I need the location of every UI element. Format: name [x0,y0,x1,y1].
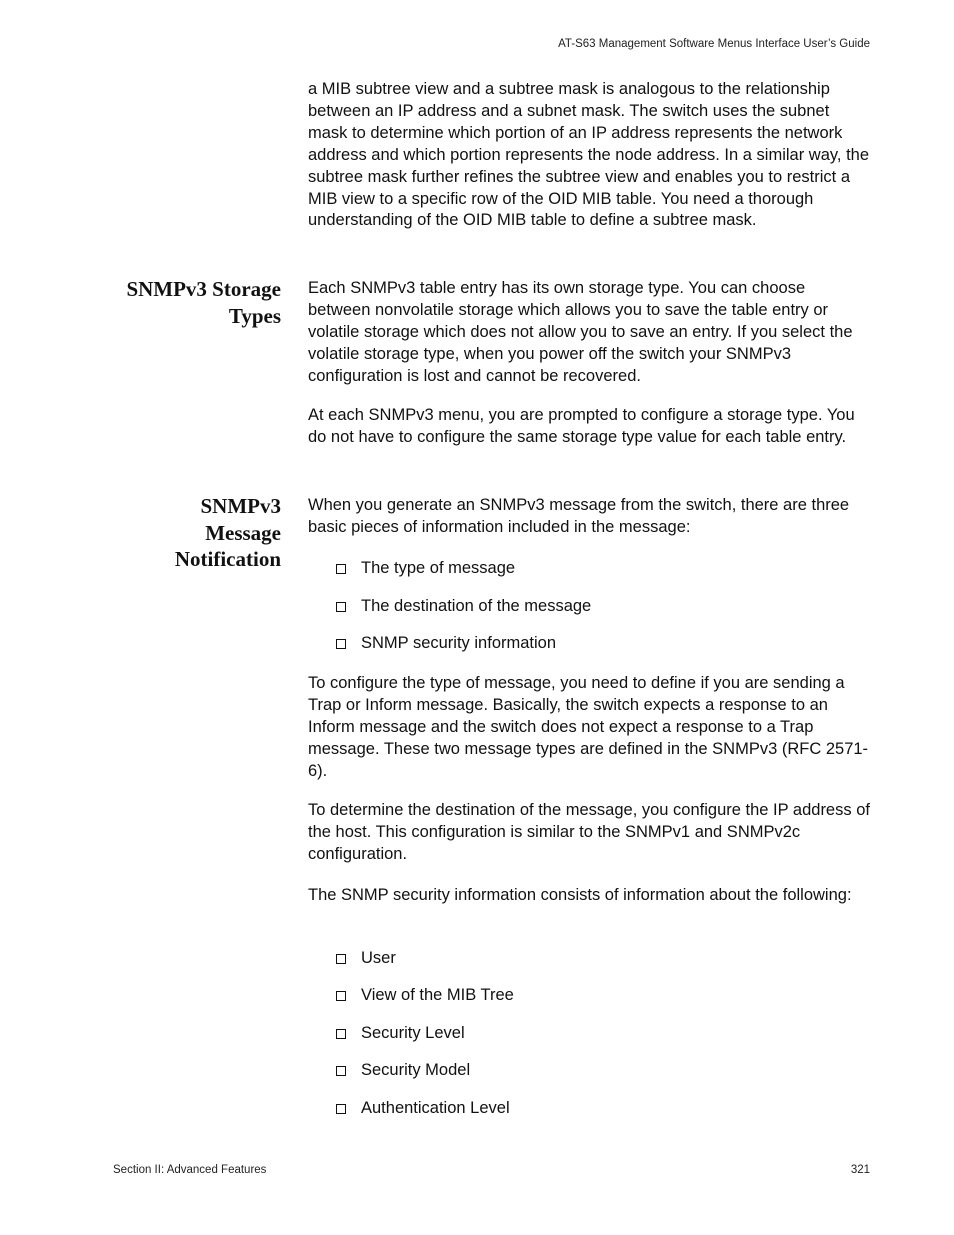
heading-line: Types [228,303,281,328]
heading-line: SNMPv3 [200,494,281,518]
heading-line: Message [205,520,281,545]
list-item-text: SNMP security information [361,634,557,652]
checkbox-bullet-icon [336,564,346,574]
running-header: AT-S63 Management Software Menus Interface User’s Guide [558,38,870,50]
heading-line: SNMPv3 Storage [126,277,281,301]
list-item-text: Authentication Level [361,1099,510,1117]
list-item [336,595,591,617]
footer-section-label: Section II: Advanced Features [113,1164,267,1176]
list-item-text: Security Model [361,1061,471,1079]
section-heading-storage-types [101,276,281,329]
message-paragraph-2: To configure the type of message, you need to define if you are sending a Trap or Inform message. Basically, the switch expects a response to an Inform message and the switch does not expect a response to a Trap message. These two message types are defined in the SNMPv3 (RFC 2571-6). [308,674,869,780]
list-item [336,1097,510,1119]
checkbox-bullet-icon [336,954,346,964]
list-item-text: Security Level [361,1024,465,1042]
list-item [336,1059,470,1081]
checkbox-bullet-icon [336,1104,346,1114]
message-paragraph-1: When you generate an SNMPv3 message from the switch, there are three basic pieces of information included in the message: [308,496,850,536]
checkbox-bullet-icon [336,1029,346,1039]
list-item [336,984,514,1006]
list-item [336,947,396,969]
list-item [336,557,515,579]
section-heading-message-notification [101,493,281,573]
page-number: 321 [850,1164,870,1176]
message-paragraph-3: To determine the destination of the message, you configure the IP address of the host. This configuration is similar to the SNMPv1 and SNMPv2c configuration. [308,801,870,863]
message-paragraph-4: The SNMP security information consists of information about the following: [308,886,852,904]
heading-line: Notification [174,547,281,571]
list-item-text: User [361,949,396,967]
list-item-text: The destination of the message [361,597,592,615]
list-item-text: View of the MIB Tree [361,986,514,1004]
checkbox-bullet-icon [336,991,346,1001]
checkbox-bullet-icon [336,1066,346,1076]
storage-paragraph-2: At each SNMPv3 menu, you are prompted to configure a storage type. You do not have to configure the same storage type value for each table entry. [308,406,855,446]
checkbox-bullet-icon [336,639,346,649]
list-item [336,632,556,654]
intro-paragraph: a MIB subtree view and a subtree mask is analogous to the relationship between an IP address and a subnet mask. The switch uses the subnet mask to determine which portion of an IP address represents the network address and which portion represents the node address. In a similar way, the subtree mask further refines the subtree view and enables you to restrict a MIB view to a specific row of the OID MIB table. You need a thorough understanding of the OID MIB table to define a subtree mask. [308,80,869,230]
list-item [336,1022,465,1044]
storage-paragraph-1: Each SNMPv3 table entry has its own storage type. You can choose between nonvolatile storage which allows you to save the table entry or volatile storage which does not allow you to save an entry. If you select the volatile storage type, when you power off the switch your SNMPv3 configuration is lost and cannot be recovered. [308,279,853,385]
checkbox-bullet-icon [336,602,346,612]
list-item-text: The type of message [361,559,516,577]
